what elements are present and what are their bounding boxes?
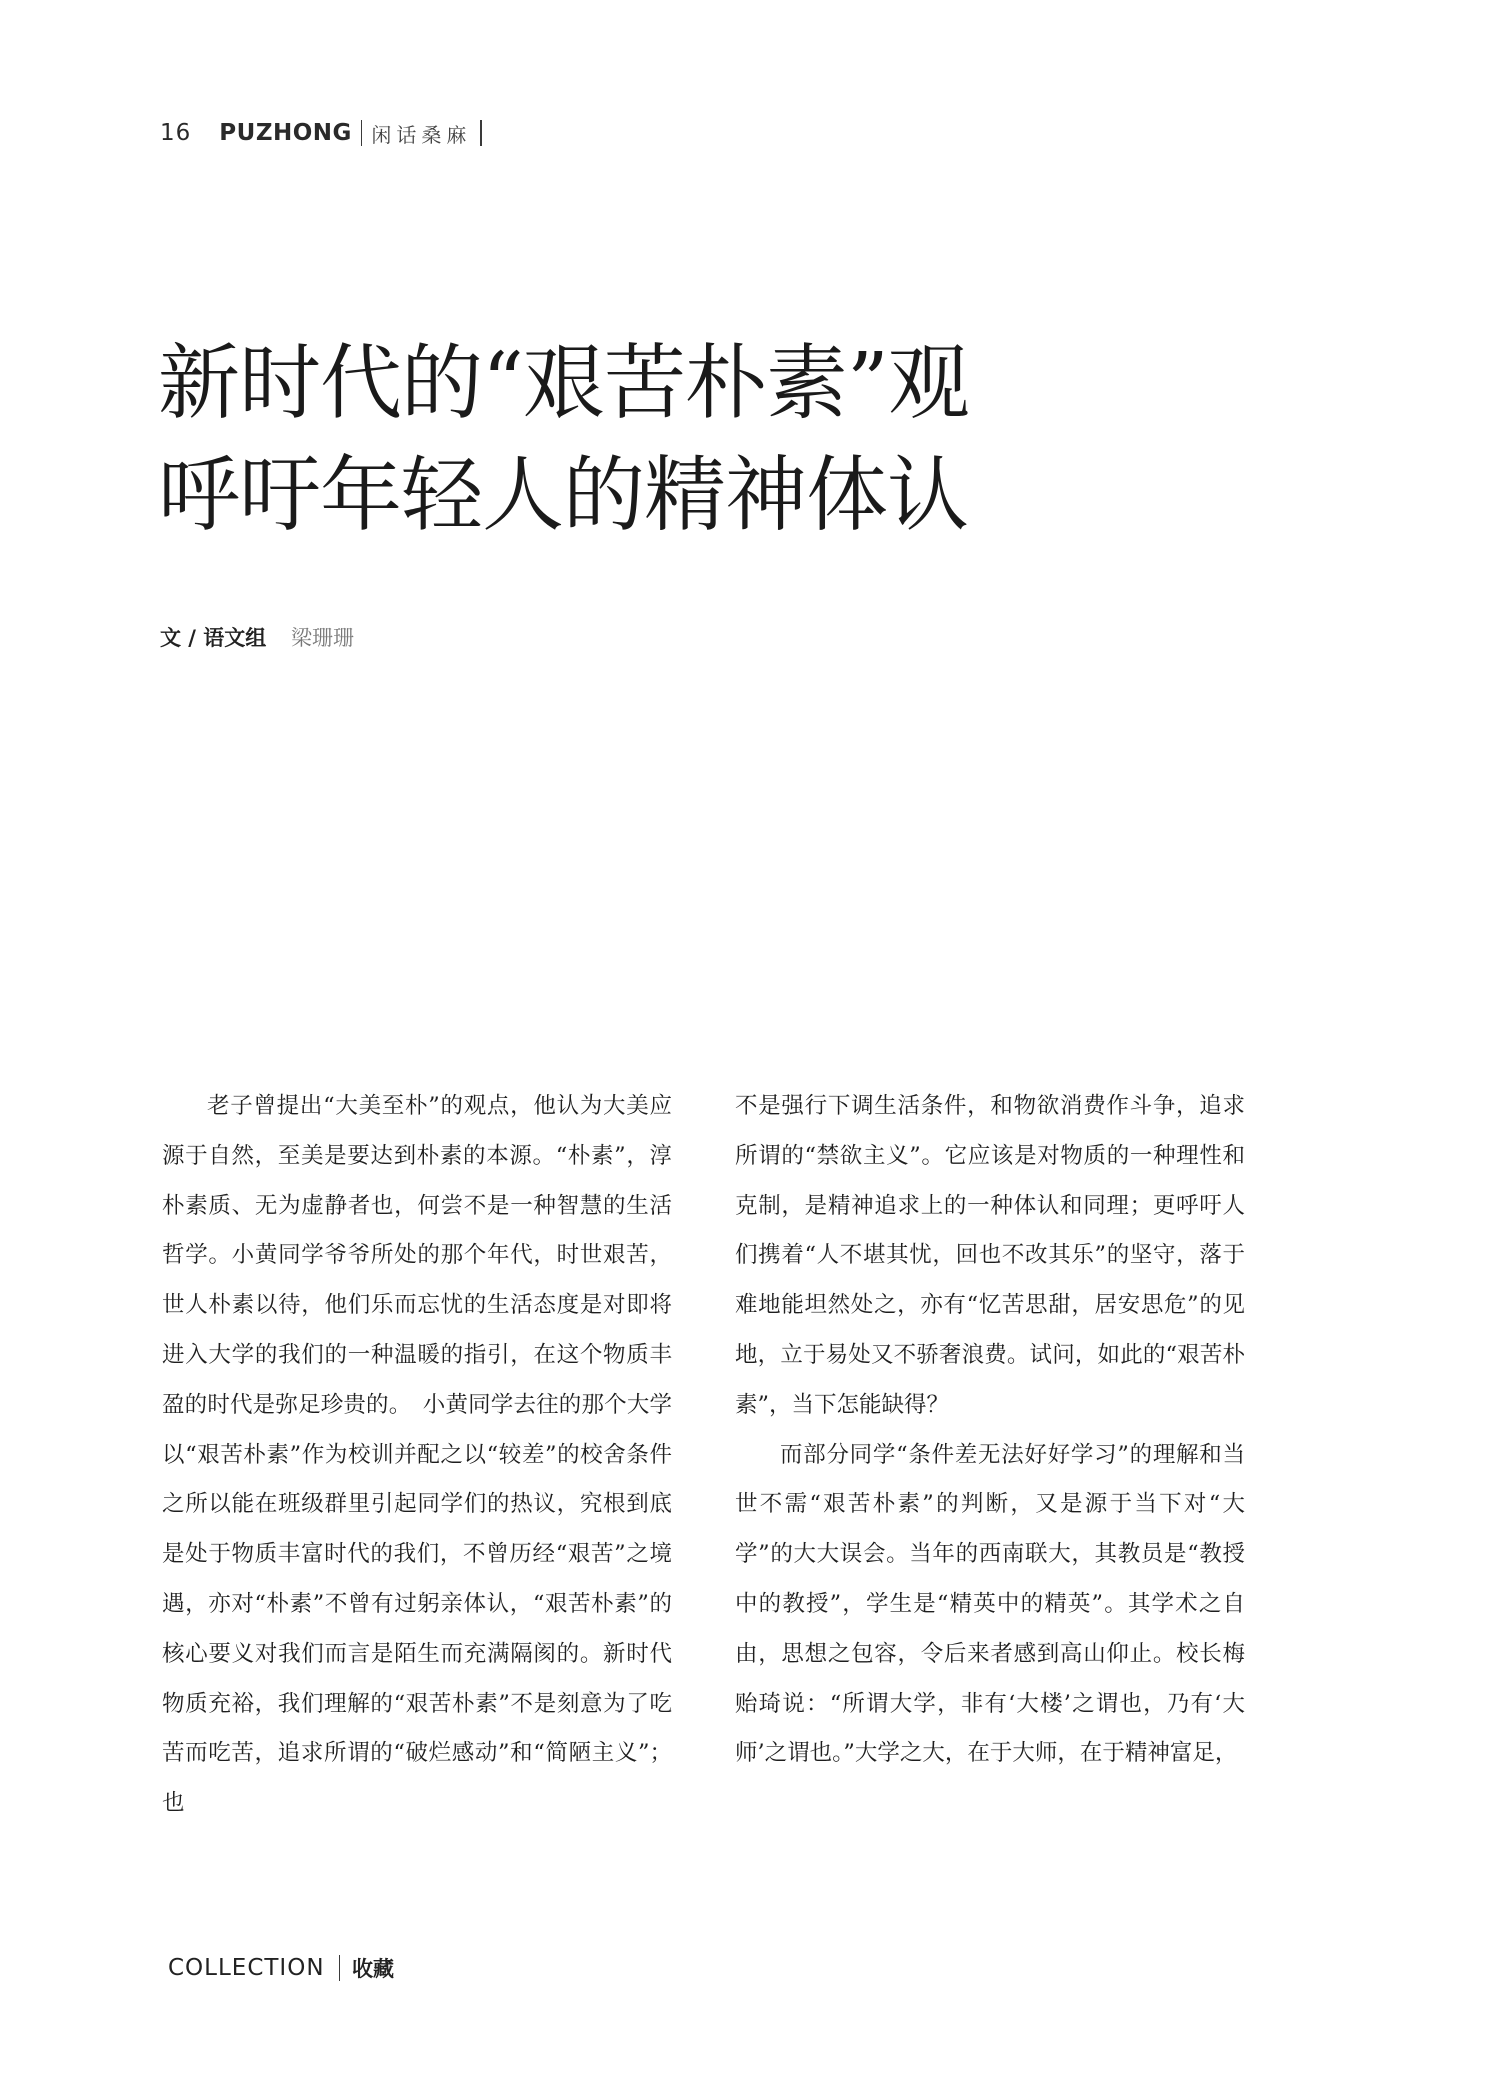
magazine-brand: PUZHONG <box>219 120 352 146</box>
author-name: 梁珊珊 <box>290 626 354 650</box>
body-paragraph: 不是强行下调生活条件，和物欲消费作斗争，追求所谓的“禁欲主义”。它应该是对物质的一种理性和克制，是精神追求上的一种体认和同理；更呼吁人们携着“人不堪其忧，回也不改其乐”的坚守，落于难地能坦然处之，亦有“忆苦思甜，居安思危”的见地，立于易处又不骄奢浪费。试问，如此的“艰苦朴素”，当下怎能缺得？ <box>735 1093 1245 1418</box>
body-paragraph: 老子曾提出“大美至朴”的观点，他认为大美应源于自然，至美是要达到朴素的本源。“朴素”，淳朴素质、无为虚静者也，何尝不是一种智慧的生活哲学。小黄同学爷爷所处的那个年代，时世艰苦，世人朴素以待，他们乐而忘忧的生活态度是对即将进入大学的我们的一种温暖的指引，在这个物质丰盈的时代是弥足珍贵的。 小黄同学去往的那个大学以“艰苦朴素”作为校训并配之以“较差”的校舍条件之所以能在班级群里引起同学们的热议，究根到底是处于物质丰富时代的我们，不曾历经“艰苦”之境遇，亦对“朴素”不曾有过躬亲体认，“艰苦朴素”的核心要义对我们而言是陌生而充满隔阂的。新时代物质充裕，我们理解的“艰苦朴素”不是刻意为了吃苦而吃苦，追求所谓的“破烂感动”和“简陋主义”；也 <box>162 1093 672 1817</box>
body-paragraph: 而部分同学“条件差无法好好学习”的理解和当世不需“艰苦朴素”的判断，又是源于当下对“大学”的大大误会。当年的西南联大，其教员是“教授中的教授”，学生是“精英中的精英”。其学术之自由，思想之包容，令后来者感到高山仰止。校长梅贻琦说：“所谓大学，非有‘大楼’之谓也，乃有‘大师’之谓也。”大学之大，在于大师，在于精神富足， <box>735 1441 1245 1767</box>
footer-label-cn: 收藏 <box>352 1957 395 1981</box>
page-footer <box>168 1950 394 1986</box>
header-divider-end <box>480 120 482 146</box>
body-column-left <box>162 1082 672 1829</box>
article-title-line-2: 呼吁年轻人的精神体认 <box>158 448 969 543</box>
page-header <box>160 113 491 153</box>
header-divider <box>361 120 363 146</box>
byline <box>160 622 354 652</box>
article-title <box>158 328 1258 552</box>
byline-prefix: 文 / 语文组 <box>160 626 267 650</box>
footer-label-en: COLLECTION <box>168 1955 325 1981</box>
body-column-right <box>735 1082 1245 1779</box>
footer-divider <box>339 1955 341 1981</box>
section-name: 闲话桑麻 <box>371 122 472 147</box>
page-number: 16 <box>160 120 192 146</box>
article-title-line-1: 新时代的“艰苦朴素”观 <box>158 336 969 431</box>
